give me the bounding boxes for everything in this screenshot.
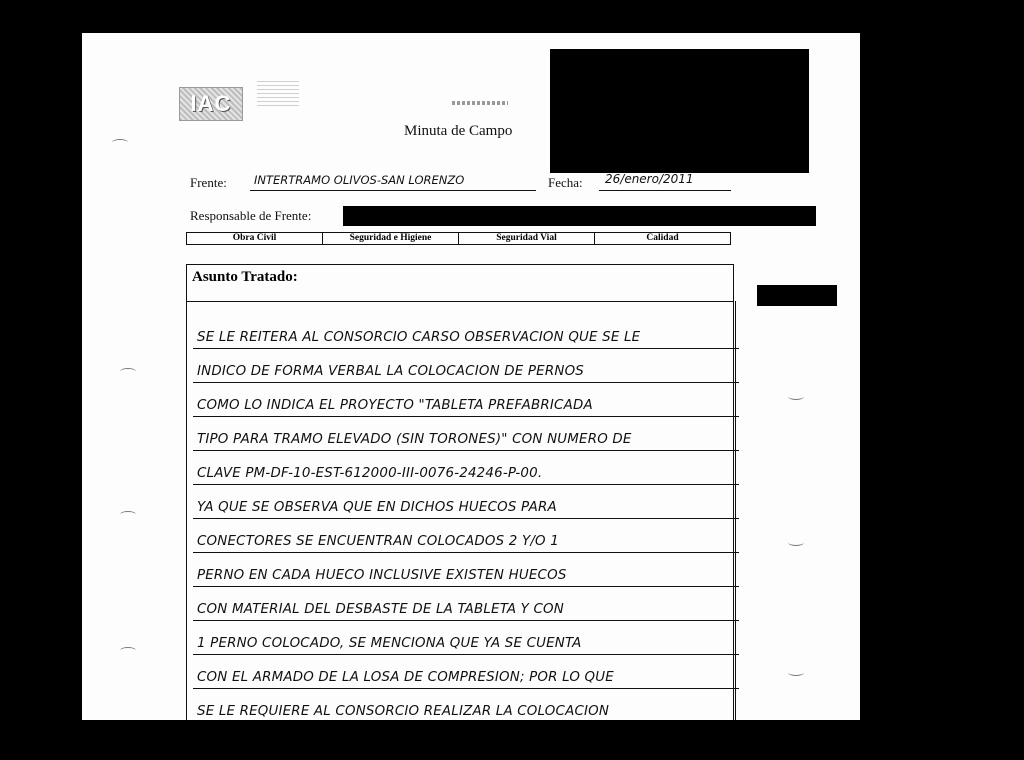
binder-hole-mark (120, 368, 136, 375)
binder-hole-mark (788, 539, 804, 546)
handwritten-text: CONECTORES SE ENCUENTRAN COLOCADOS 2 Y/O 1 (197, 534, 559, 549)
handwritten-text: COMO LO INDICA EL PROYECTO "TABLETA PREFABRICADA (197, 398, 593, 413)
redaction-bar-responsable (343, 206, 816, 226)
handwritten-text: SE LE REITERA AL CONSORCIO CARSO OBSERVACION QUE SE LE (197, 330, 641, 345)
handwritten-line (193, 620, 739, 655)
small-header-text (452, 101, 508, 105)
binder-hole-mark (788, 669, 804, 676)
handwritten-line (193, 586, 739, 621)
handwritten-line (193, 348, 739, 383)
fecha-label: Fecha: (548, 175, 583, 190)
binder-hole-mark (112, 139, 128, 146)
handwritten-line (193, 314, 739, 349)
handwritten-line (193, 382, 739, 417)
handwritten-text: 1 PERNO COLOCADO, SE MENCIONA QUE YA SE CUENTA (197, 636, 582, 651)
handwritten-line (193, 450, 739, 485)
category-table (186, 232, 731, 245)
responsable-label: Responsable de Frente: (190, 208, 312, 223)
iac-logo: IAC (179, 87, 243, 121)
handwritten-line (193, 416, 739, 451)
binder-hole-mark (788, 393, 804, 400)
frente-value: INTERTRAMO OLIVOS-SAN LORENZO (254, 173, 465, 187)
handwritten-text: INDICO DE FORMA VERBAL LA COLOCACION DE PERNOS (197, 364, 585, 379)
redaction-box-header (550, 49, 809, 173)
fecha-value: 26/enero/2011 (605, 172, 694, 186)
handwritten-text: CON MATERIAL DEL DESBASTE DE LA TABLETA Y CON (197, 602, 565, 617)
handwritten-text: CLAVE PM-DF-10-EST-612000-III-0076-24246-P-00. (197, 466, 543, 481)
category-seguridad-higiene: Seguridad e Higiene (323, 233, 459, 244)
asunto-box (186, 264, 734, 720)
handwritten-text: YA QUE SE OBSERVA QUE EN DICHOS HUECOS PARA (197, 500, 557, 515)
handwritten-text: CON EL ARMADO DE LA LOSA DE COMPRESION; POR LO QUE (197, 670, 614, 685)
scanned-document-page (82, 33, 860, 720)
category-seguridad-vial: Seguridad Vial (459, 233, 595, 244)
handwritten-line (193, 688, 739, 720)
redaction-box-side (757, 285, 837, 306)
handwritten-line (193, 552, 739, 587)
logo-address-text (257, 79, 299, 109)
asunto-separator (187, 301, 733, 302)
frente-underline (250, 190, 536, 191)
binder-hole-mark (120, 647, 136, 654)
handwritten-text: TIPO PARA TRAMO ELEVADO (SIN TORONES)" CON NUMERO DE (197, 432, 632, 447)
category-calidad: Calidad (646, 233, 679, 243)
handwritten-line (193, 654, 739, 689)
handwritten-text: PERNO EN CADA HUECO INCLUSIVE EXISTEN HUECOS (197, 568, 567, 583)
handwritten-line (193, 518, 739, 553)
frente-label: Frente: (190, 175, 227, 190)
document-title: Minuta de Campo (404, 123, 513, 139)
category-obra-civil: Obra Civil (187, 233, 323, 244)
binder-hole-mark (120, 511, 136, 518)
fecha-underline (599, 190, 731, 191)
asunto-label: Asunto Tratado: (192, 269, 298, 285)
handwritten-line (193, 484, 739, 519)
handwritten-text: SE LE REQUIERE AL CONSORCIO REALIZAR LA COLOCACION (197, 704, 610, 719)
